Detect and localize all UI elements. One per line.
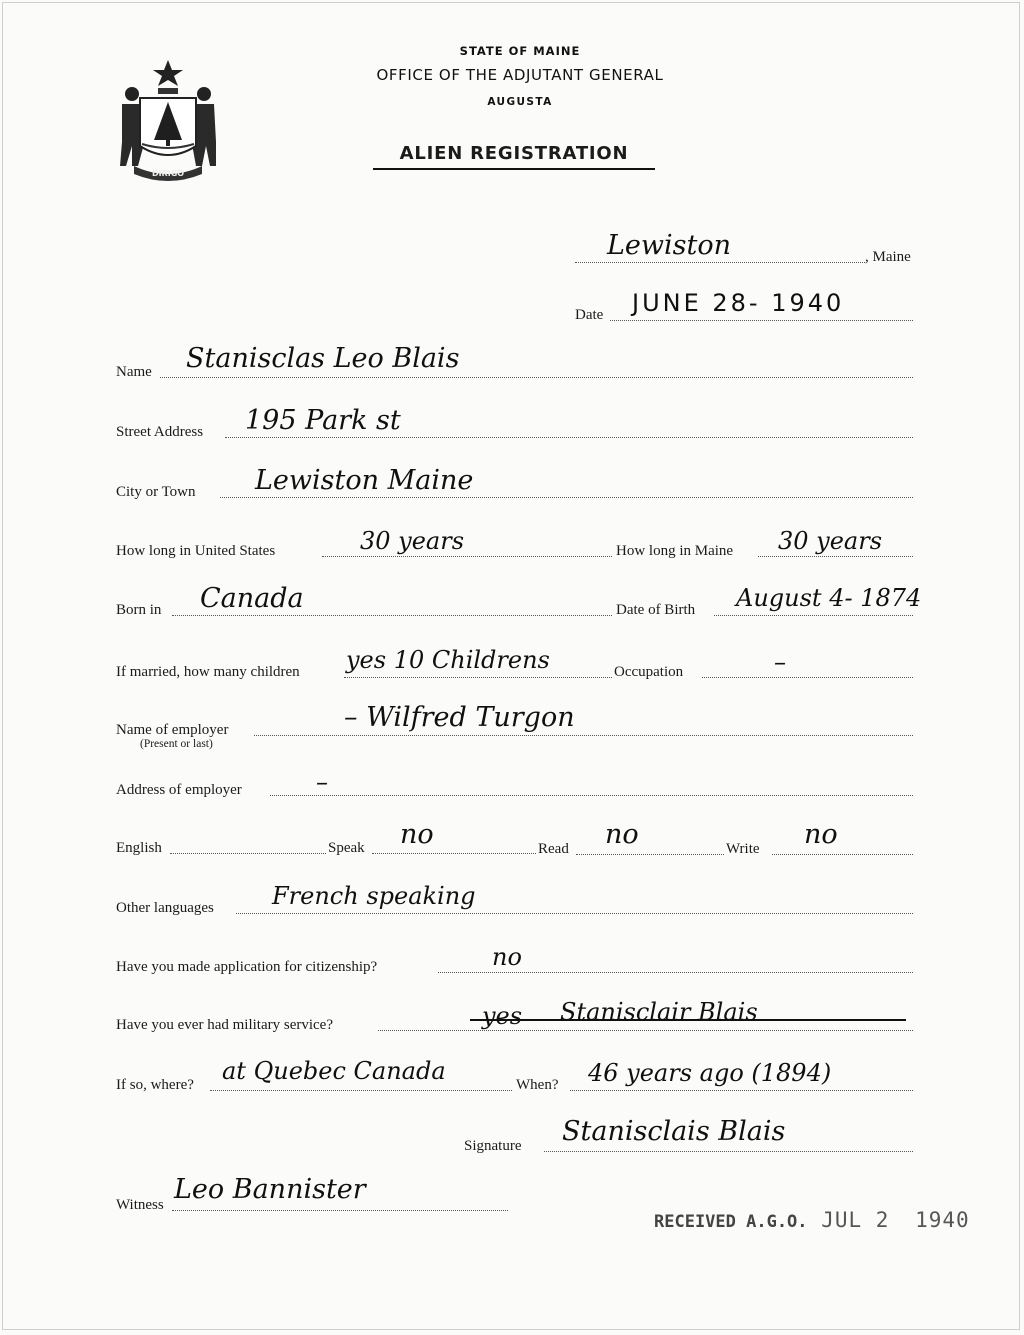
children-label: If married, how many children [116, 664, 300, 680]
street-line [225, 437, 913, 438]
received-stamp [654, 1208, 970, 1232]
how-long-maine-label: How long in Maine [616, 543, 734, 559]
where-value: at Quebec Canada [222, 1057, 446, 1085]
date-line [610, 320, 913, 321]
when-label: When? [516, 1077, 559, 1093]
city-line [220, 497, 913, 498]
employer-label: Name of employer [116, 722, 229, 738]
where-label: If so, where? [116, 1077, 194, 1093]
place-line [575, 262, 865, 263]
dob-value: August 4- 1874 [736, 584, 922, 612]
english-label: English [116, 840, 162, 856]
stamp-received-text: RECEIVED A.G.O. [654, 1212, 808, 1232]
place-value: Lewiston [607, 230, 732, 261]
witness-line [172, 1210, 508, 1211]
employer-sublabel: (Present or last) [140, 738, 213, 750]
title-underline [373, 168, 655, 170]
signature-value: Stanisclais Blais [562, 1116, 786, 1147]
read-line [576, 854, 724, 855]
how-long-us-value: 30 years [360, 527, 465, 555]
place-suffix: , Maine [865, 249, 911, 265]
citizenship-line [438, 972, 913, 973]
employer-address-line [270, 795, 913, 796]
stamp-date: JUL 2 [821, 1208, 890, 1232]
citizenship-label: Have you made application for citizenship? [116, 959, 378, 975]
born-in-value: Canada [200, 583, 304, 614]
maine-state-seal [112, 54, 224, 182]
city-value: Lewiston Maine [255, 465, 474, 496]
write-label: Write [726, 841, 760, 857]
name-line [160, 377, 913, 378]
read-value: no [605, 819, 639, 850]
signature-label: Signature [464, 1138, 522, 1154]
born-in-label: Born in [116, 602, 162, 618]
when-line [570, 1090, 913, 1091]
witness-label: Witness [116, 1197, 164, 1213]
strikethrough-line [470, 1019, 906, 1021]
form-title: ALIEN REGISTRATION [399, 143, 629, 164]
header-office: OFFICE OF THE ADJUTANT GENERAL [376, 66, 664, 84]
when-value: 46 years ago (1894) [588, 1059, 832, 1087]
children-line [344, 677, 612, 678]
how-long-us-line [322, 556, 612, 557]
other-languages-value: French speaking [272, 882, 476, 910]
dob-label: Date of Birth [616, 602, 696, 618]
read-label: Read [538, 841, 569, 857]
write-line [772, 854, 913, 855]
street-label: Street Address [116, 424, 204, 440]
military-value: yes [482, 1002, 523, 1030]
other-languages-line [236, 913, 913, 914]
military-label: Have you ever had military service? [116, 1017, 333, 1033]
employer-address-label: Address of employer [116, 782, 242, 798]
speak-line [372, 853, 536, 854]
city-label: City or Town [116, 484, 196, 500]
date-value: JUNE 28- 1940 [632, 289, 845, 317]
military-line [378, 1030, 913, 1031]
occupation-value: – [774, 648, 786, 676]
witness-value: Leo Bannister [174, 1174, 366, 1205]
street-value: 195 Park st [245, 405, 401, 436]
speak-label: Speak [328, 840, 365, 856]
seal-motto: DIRIGO [151, 169, 185, 178]
signature-line [544, 1151, 913, 1152]
born-in-line [172, 615, 612, 616]
occupation-label: Occupation [614, 664, 684, 680]
english-line [170, 853, 326, 854]
other-languages-label: Other languages [116, 900, 214, 916]
write-value: no [804, 819, 838, 850]
date-label: Date [575, 307, 604, 323]
military-struck-name: Stanisclair Blais [560, 998, 758, 1026]
stamp-year: 1940 [915, 1208, 970, 1232]
speak-value: no [400, 819, 434, 850]
citizenship-value: no [492, 943, 522, 971]
how-long-maine-line [758, 556, 913, 557]
header-city: AUGUSTA [487, 96, 553, 108]
name-value: Stanisclas Leo Blais [186, 343, 460, 374]
dob-line [714, 615, 913, 616]
header-state: STATE OF MAINE [459, 44, 581, 58]
employer-line [254, 735, 913, 736]
name-label: Name [116, 364, 152, 380]
children-value: yes 10 Childrens [346, 646, 550, 674]
occupation-line [702, 677, 913, 678]
employer-address-value: – [316, 768, 328, 796]
how-long-us-label: How long in United States [116, 543, 276, 559]
where-line [210, 1090, 512, 1091]
employer-value: – Wilfred Turgon [344, 702, 575, 733]
how-long-maine-value: 30 years [778, 527, 883, 555]
